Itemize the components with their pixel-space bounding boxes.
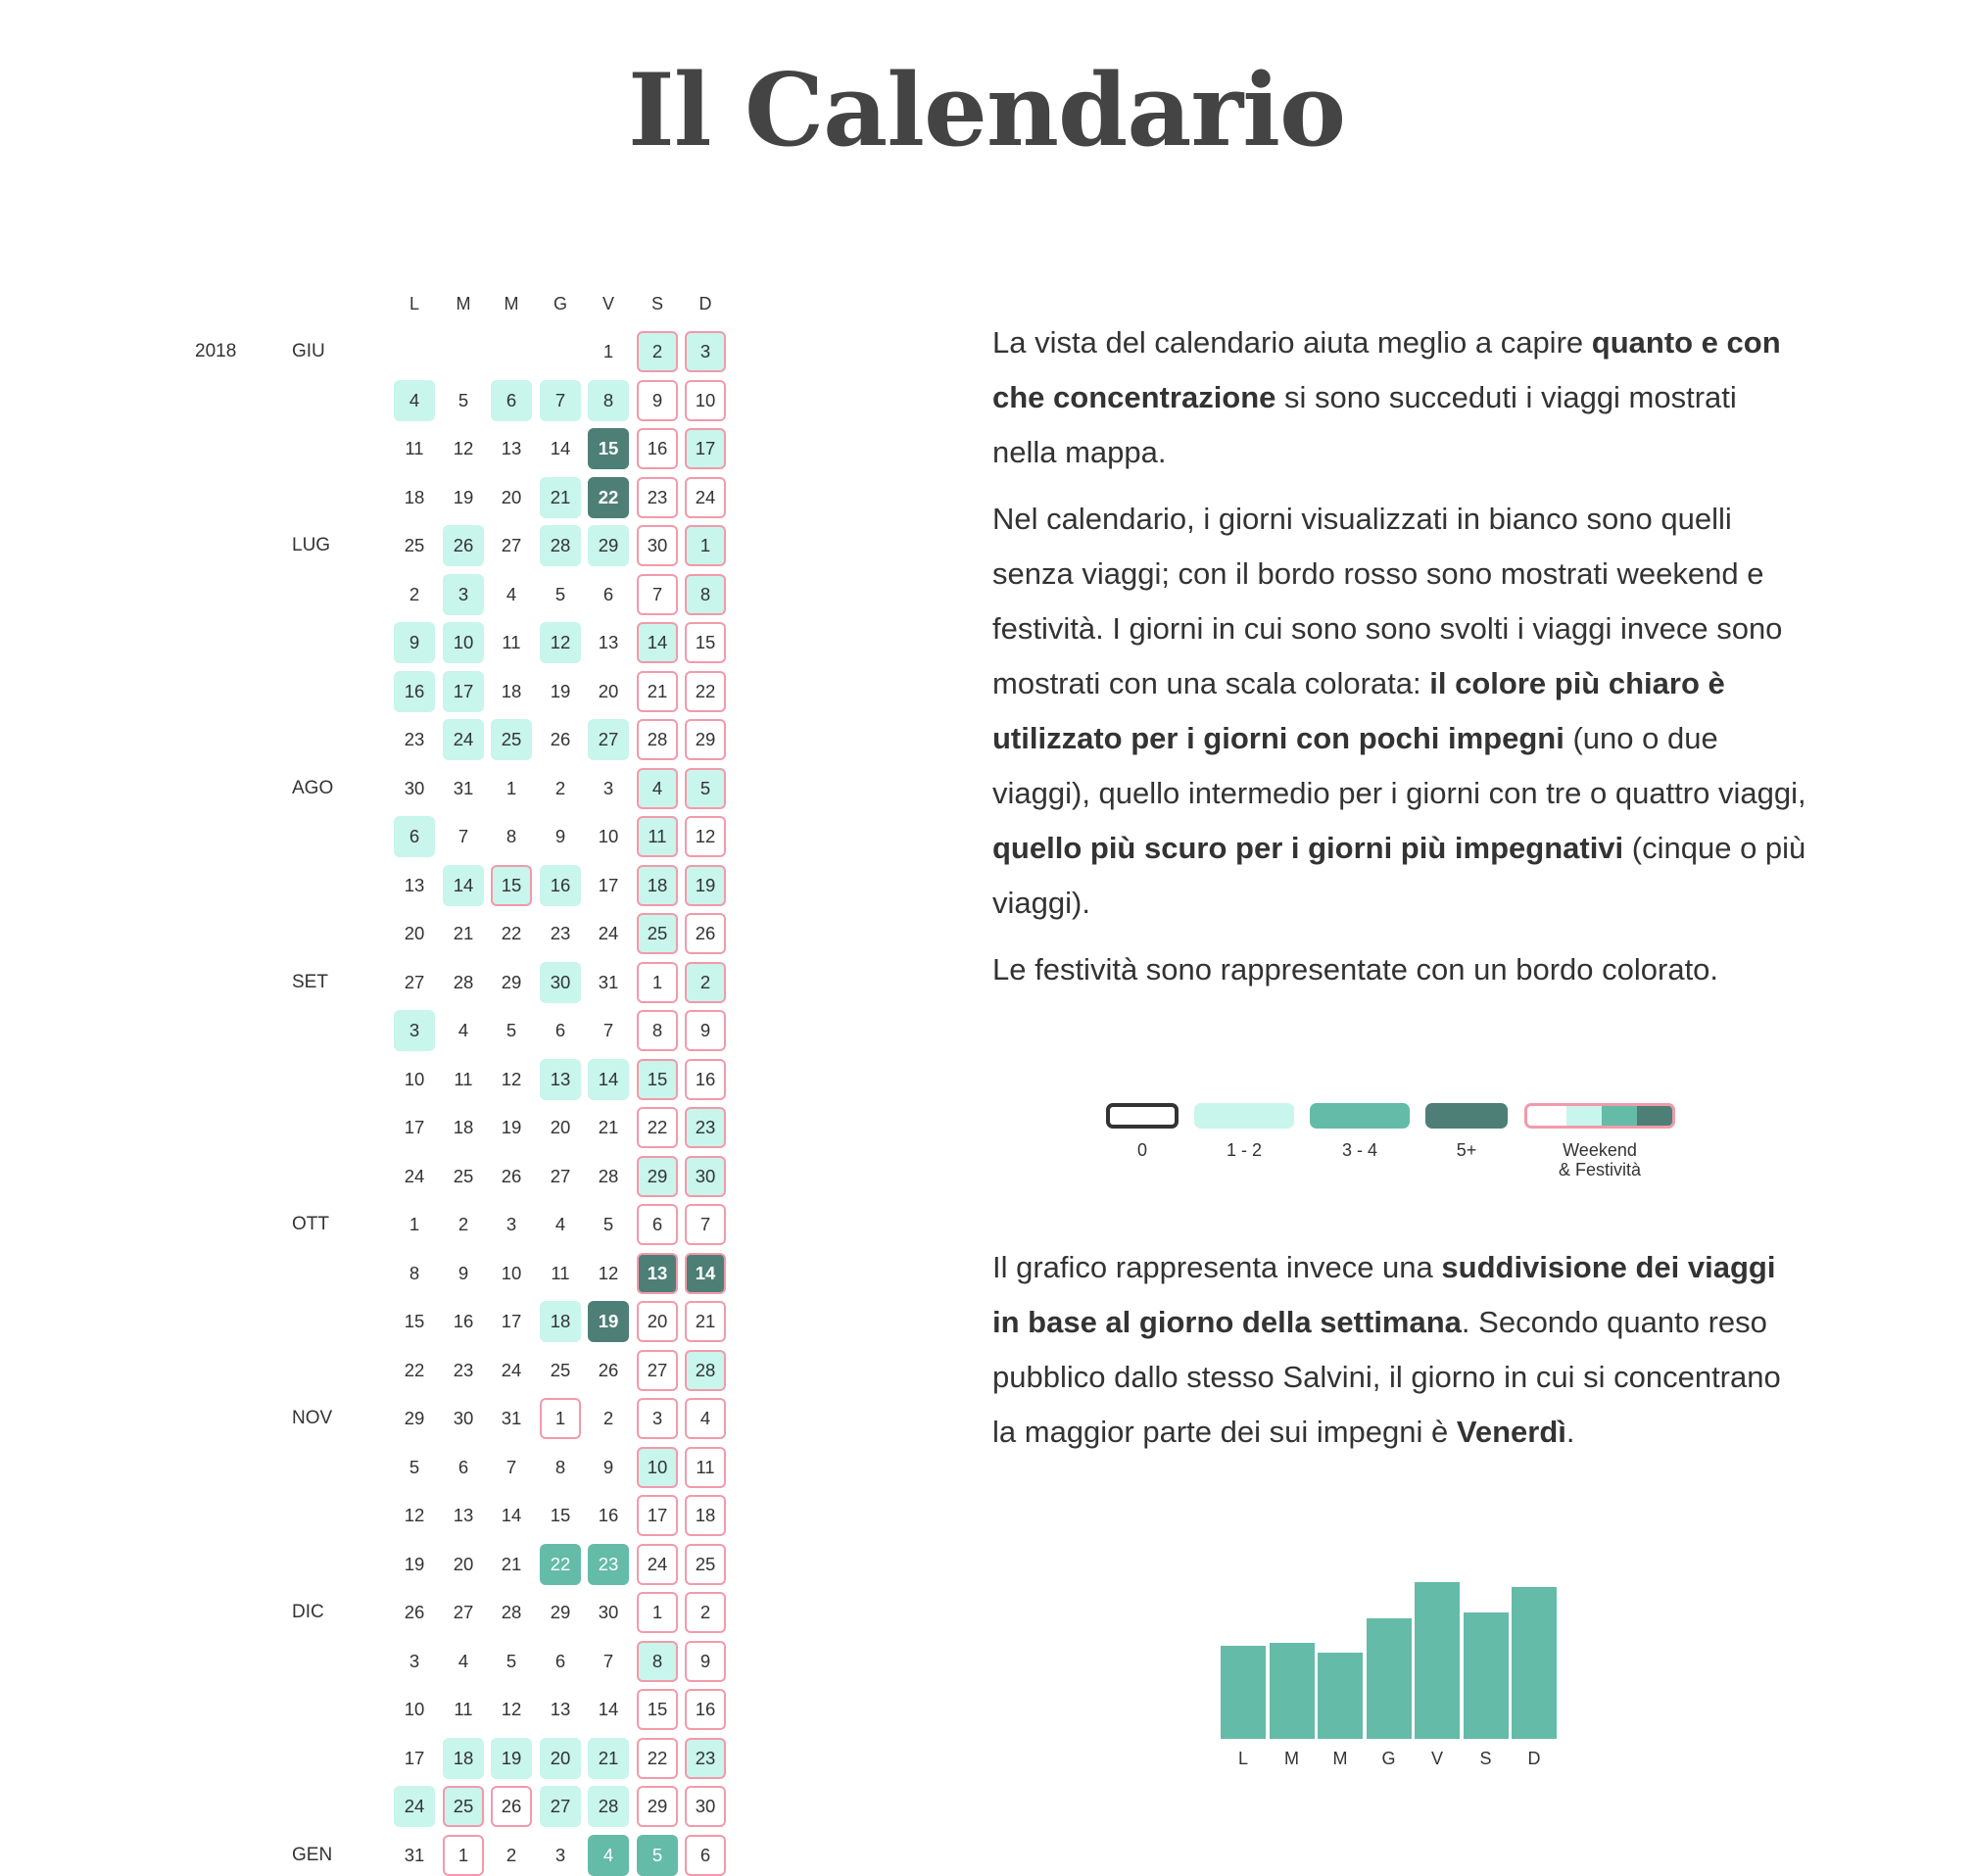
calendar-day: 17 [598, 874, 619, 895]
calendar-day: 12 [501, 1068, 522, 1089]
calendar-day: 19 [491, 1738, 532, 1779]
calendar-day: 1 [409, 1214, 420, 1234]
calendar-day: 13 [637, 1253, 678, 1294]
text-bold: quello più scuro per i giorni più impegnativi [992, 831, 1624, 865]
calendar-day: 24 [501, 1359, 522, 1380]
calendar-day: 5 [554, 583, 566, 604]
calendar-day: 26 [491, 1786, 532, 1827]
month-label: AGO [292, 777, 334, 798]
calendar-day: 22 [501, 923, 522, 943]
calendar-day: 2 [554, 777, 566, 798]
calendar-day: 14 [637, 622, 678, 663]
month-label: LUG [292, 535, 331, 555]
text-run: Il grafico rappresenta invece una [992, 1250, 1442, 1284]
chart-bar [1464, 1612, 1509, 1739]
calendar-day: 7 [505, 1456, 517, 1477]
calendar-day: 18 [453, 1117, 474, 1137]
calendar-day: 16 [685, 1059, 726, 1100]
calendar-day: 21 [598, 1117, 619, 1137]
calendar-day: 6 [637, 1204, 678, 1245]
calendar-day: 13 [540, 1059, 581, 1100]
calendar-day: 28 [598, 1165, 619, 1186]
calendar-day: 29 [550, 1602, 571, 1622]
calendar-day: 5 [685, 768, 726, 809]
calendar-day: 4 [685, 1398, 726, 1439]
calendar-day: 3 [637, 1398, 678, 1439]
calendar-day: 27 [637, 1350, 678, 1391]
calendar-day: 5 [409, 1456, 420, 1477]
text-run: . Secondo quanto reso pubblico dallo stesso Salvini, il giorno in cui si concentrano la maggior parte dei sui impegni è [992, 1305, 1781, 1449]
calendar-day: 17 [404, 1747, 425, 1768]
legend-weekend-medium [1602, 1106, 1637, 1126]
calendar-day: 19 [501, 1117, 522, 1137]
calendar-day: 14 [598, 1699, 619, 1719]
calendar-day: 26 [685, 913, 726, 954]
calendar-day: 20 [501, 486, 522, 507]
month-label: GEN [292, 1844, 333, 1865]
calendar-day: 4 [637, 768, 678, 809]
calendar-day: 6 [554, 1650, 566, 1671]
weekday-header: M [456, 294, 471, 313]
calendar-day: 25 [550, 1359, 571, 1380]
text-run: (uno o due viaggi), quello intermedio per i giorni con tre o quattro viaggi, [992, 721, 1806, 810]
calendar-day: 23 [637, 477, 678, 518]
calendar-day: 29 [588, 525, 629, 566]
calendar-day: 11 [685, 1447, 726, 1488]
calendar-day: 1 [685, 525, 726, 566]
calendar-day: 3 [505, 1214, 517, 1234]
calendar-day: 18 [637, 865, 678, 906]
calendar-day: 18 [501, 680, 522, 701]
calendar-day: 2 [505, 1844, 517, 1865]
calendar-day: 27 [453, 1602, 474, 1622]
paragraph-chart [992, 1240, 1807, 1460]
calendar-day: 1 [602, 341, 614, 361]
calendar-day: 14 [443, 865, 484, 906]
calendar-day: 25 [443, 1786, 484, 1827]
calendar-day: 24 [404, 1165, 425, 1186]
text-run: . [1565, 1415, 1575, 1449]
calendar-day: 13 [550, 1699, 571, 1719]
calendar-day: 1 [540, 1398, 581, 1439]
calendar-day: 31 [453, 777, 474, 798]
paragraph-festivities [992, 942, 1807, 997]
calendar-day: 18 [685, 1495, 726, 1536]
calendar-day: 30 [540, 962, 581, 1003]
calendar-day: 14 [550, 438, 571, 458]
calendar-day: 4 [554, 1214, 566, 1234]
calendar-day: 9 [602, 1456, 614, 1477]
legend-swatch-weekend [1524, 1103, 1675, 1129]
calendar-day: 1 [637, 1592, 678, 1633]
calendar-day: 8 [637, 1641, 678, 1682]
legend-label: Weekend [1563, 1140, 1637, 1160]
calendar-day: 17 [637, 1495, 678, 1536]
text-bold: quanto e con che concentrazione [992, 325, 1781, 414]
calendar-day: 25 [685, 1544, 726, 1585]
calendar-day: 4 [394, 380, 435, 421]
chart-bar [1367, 1618, 1412, 1739]
calendar-day: 15 [637, 1059, 678, 1100]
calendar-day: 27 [540, 1786, 581, 1827]
page-title: Il Calendario [628, 52, 1345, 169]
calendar-day: 10 [637, 1447, 678, 1488]
calendar-day: 17 [443, 671, 484, 712]
calendar-day: 5 [505, 1020, 517, 1040]
calendar-day: 14 [588, 1059, 629, 1100]
calendar-day: 11 [454, 1699, 473, 1719]
calendar-day: 19 [588, 1301, 629, 1342]
calendar-day: 12 [598, 1262, 619, 1283]
month-label: GIU [292, 341, 325, 361]
calendar-day: 25 [491, 719, 532, 760]
calendar-day: 7 [685, 1204, 726, 1245]
calendar-day: 22 [588, 477, 629, 518]
calendar-day: 10 [501, 1262, 522, 1283]
legend-swatch-medium [1310, 1103, 1410, 1129]
legend-swatch-low [1194, 1103, 1294, 1129]
calendar-day: 13 [404, 874, 425, 895]
calendar-day: 24 [637, 1544, 678, 1585]
calendar-day: 7 [602, 1020, 614, 1040]
calendar-day: 7 [637, 574, 678, 615]
calendar-day: 3 [685, 331, 726, 372]
chart-description [992, 1240, 1807, 1460]
calendar-day: 13 [598, 632, 619, 652]
calendar-day: 9 [637, 380, 678, 421]
calendar-day: 28 [637, 719, 678, 760]
calendar-day: 24 [598, 923, 619, 943]
calendar-day: 29 [501, 971, 522, 992]
calendar-day: 5 [505, 1650, 517, 1671]
chart-bar [1512, 1587, 1557, 1739]
chart-bar [1270, 1643, 1315, 1739]
calendar-day: 21 [453, 923, 474, 943]
legend-label: 1 - 2 [1226, 1140, 1263, 1160]
calendar-day: 21 [540, 477, 581, 518]
calendar-day: 25 [404, 535, 425, 555]
legend-label: 5+ [1456, 1140, 1477, 1160]
calendar-day: 3 [394, 1010, 435, 1051]
chart-bar [1415, 1582, 1460, 1739]
calendar-day: 27 [550, 1165, 571, 1186]
calendar-day: 29 [404, 1408, 425, 1428]
calendar-day: 15 [404, 1311, 425, 1331]
calendar-day: 21 [685, 1301, 726, 1342]
calendar-day: 7 [457, 826, 469, 846]
calendar-day: 7 [540, 380, 581, 421]
calendar-day: 3 [554, 1844, 566, 1865]
month-label: SET [292, 971, 328, 992]
weekday-header: S [650, 294, 663, 313]
calendar-day: 25 [453, 1165, 474, 1186]
calendar-day: 28 [453, 971, 474, 992]
weekday-header: L [409, 294, 419, 313]
calendar-day: 10 [404, 1699, 425, 1719]
calendar-day: 4 [505, 583, 517, 604]
calendar-day: 3 [602, 777, 614, 798]
calendar-day: 17 [685, 428, 726, 469]
calendar-day: 22 [685, 671, 726, 712]
calendar-day: 19 [550, 680, 571, 701]
calendar-day: 15 [685, 622, 726, 663]
text-bold: il colore più chiaro è utilizzato per i giorni con pochi impegni [992, 666, 1725, 755]
calendar-day: 15 [588, 428, 629, 469]
calendar-day: 23 [588, 1544, 629, 1585]
weekday-header: D [698, 294, 712, 313]
calendar-day: 13 [453, 1505, 474, 1525]
calendar-day: 22 [540, 1544, 581, 1585]
calendar-day: 12 [540, 622, 581, 663]
calendar-day: 17 [501, 1311, 522, 1331]
text-run: La vista del calendario aiuta meglio a capire [992, 325, 1592, 360]
calendar-day: 23 [550, 923, 571, 943]
text-bold: Venerdì [1456, 1415, 1566, 1449]
legend-label: 0 [1136, 1140, 1147, 1160]
calendar-day: 16 [637, 428, 678, 469]
calendar-day: 2 [457, 1214, 469, 1234]
calendar-day: 23 [404, 729, 425, 749]
calendar-day: 17 [404, 1117, 425, 1137]
calendar-day: 7 [602, 1650, 614, 1671]
calendar-day: 8 [685, 574, 726, 615]
calendar-day: 5 [602, 1214, 614, 1234]
calendar-day: 27 [588, 719, 629, 760]
calendar-day: 15 [550, 1505, 571, 1525]
calendar-day: 2 [685, 962, 726, 1003]
calendar-day: 27 [404, 971, 425, 992]
calendar-day: 9 [685, 1641, 726, 1682]
chart-tick-label: S [1479, 1749, 1492, 1768]
calendar-day: 20 [598, 680, 619, 701]
calendar-day: 31 [598, 971, 619, 992]
calendar-day: 13 [501, 438, 522, 458]
calendar-day: 4 [588, 1835, 629, 1876]
calendar-day: 2 [685, 1592, 726, 1633]
calendar-day: 11 [502, 632, 521, 652]
calendar-day: 24 [443, 719, 484, 760]
calendar-day: 23 [453, 1359, 474, 1380]
calendar-day: 28 [540, 525, 581, 566]
calendar-day: 18 [443, 1738, 484, 1779]
month-label: DIC [292, 1602, 324, 1622]
calendar-day: 20 [637, 1301, 678, 1342]
calendar-day: 16 [453, 1311, 474, 1331]
chart-tick-label: L [1237, 1749, 1248, 1768]
calendar-day: 30 [598, 1602, 619, 1622]
calendar-day: 31 [404, 1844, 425, 1865]
chart-tick-label: G [1381, 1749, 1396, 1768]
calendar-day: 28 [588, 1786, 629, 1827]
calendar-day: 6 [394, 816, 435, 857]
calendar-day: 21 [588, 1738, 629, 1779]
calendar-day: 20 [453, 1553, 474, 1574]
calendar-day: 12 [501, 1699, 522, 1719]
text-bold: suddivisione dei viaggi in base al giorno della settimana [992, 1250, 1776, 1339]
chart-bar [1318, 1653, 1363, 1739]
calendar-day: 30 [685, 1786, 726, 1827]
legend-label: & Festività [1558, 1160, 1642, 1179]
calendar-day: 21 [501, 1553, 522, 1574]
calendar-day: 8 [588, 380, 629, 421]
calendar-day: 10 [443, 622, 484, 663]
calendar-day: 4 [457, 1020, 469, 1040]
calendar-day: 28 [501, 1602, 522, 1622]
calendar-day: 14 [501, 1505, 522, 1525]
calendar-day: 2 [409, 583, 420, 604]
chart-tick-label: V [1430, 1749, 1443, 1768]
month-label: OTT [292, 1214, 329, 1234]
calendar-day: 10 [598, 826, 619, 846]
calendar-day: 11 [551, 1262, 570, 1283]
chart-tick-label: M [1332, 1749, 1348, 1768]
calendar-day: 6 [602, 583, 614, 604]
calendar-day: 31 [501, 1408, 522, 1428]
chart-tick-label: M [1284, 1749, 1299, 1768]
calendar-day: 22 [637, 1107, 678, 1148]
calendar-day: 26 [598, 1359, 619, 1380]
calendar-day: 10 [404, 1068, 425, 1089]
calendar-day: 20 [550, 1117, 571, 1137]
paragraph-intro [992, 315, 1807, 480]
calendar-day: 16 [394, 671, 435, 712]
calendar-day: 18 [540, 1301, 581, 1342]
calendar-day: 30 [404, 777, 425, 798]
calendar-day: 19 [404, 1553, 425, 1574]
calendar-day: 22 [637, 1738, 678, 1779]
calendar-day: 16 [540, 865, 581, 906]
calendar-day: 1 [443, 1835, 484, 1876]
calendar-day: 9 [457, 1262, 469, 1283]
calendar-day: 5 [457, 389, 469, 410]
calendar-day: 3 [443, 574, 484, 615]
description [992, 315, 1807, 997]
calendar-day: 1 [637, 962, 678, 1003]
calendar-day: 26 [404, 1602, 425, 1622]
calendar-day: 11 [454, 1068, 473, 1089]
calendar-day: 19 [453, 486, 474, 507]
calendar-day: 6 [685, 1835, 726, 1876]
text-run: (cinque o più viaggi). [992, 831, 1806, 920]
calendar-day: 5 [637, 1835, 678, 1876]
chart-bar [1221, 1646, 1266, 1739]
calendar-day: 30 [453, 1408, 474, 1428]
calendar-day: 15 [491, 865, 532, 906]
calendar-day: 2 [637, 331, 678, 372]
calendar-day: 21 [637, 671, 678, 712]
calendar-day: 12 [404, 1505, 425, 1525]
calendar-day: 22 [404, 1359, 425, 1380]
calendar-day: 16 [685, 1689, 726, 1730]
calendar-day: 9 [685, 1010, 726, 1051]
text-run: Le festività sono rappresentate con un bordo colorato. [992, 952, 1719, 986]
calendar-day: 6 [554, 1020, 566, 1040]
calendar-day: 27 [501, 535, 522, 555]
calendar-day: 15 [637, 1689, 678, 1730]
calendar-day: 8 [505, 826, 517, 846]
weekday-header: M [504, 294, 519, 313]
calendar-day: 18 [404, 486, 425, 507]
calendar-day: 1 [505, 777, 517, 798]
calendar-day: 6 [457, 1456, 469, 1477]
calendar-day: 26 [443, 525, 484, 566]
calendar-day: 12 [453, 438, 474, 458]
calendar-day: 29 [637, 1156, 678, 1197]
calendar-day: 6 [491, 380, 532, 421]
weekday-header: G [553, 294, 567, 313]
legend-swatch-zero [1106, 1103, 1179, 1129]
calendar-day: 23 [685, 1738, 726, 1779]
month-label: NOV [292, 1408, 333, 1428]
calendar-day: 8 [554, 1456, 566, 1477]
calendar-day: 9 [394, 622, 435, 663]
chart-tick-label: D [1527, 1749, 1541, 1768]
legend-swatch-high [1425, 1103, 1508, 1129]
calendar-day: 20 [404, 923, 425, 943]
calendar-day: 9 [554, 826, 566, 846]
calendar-day: 24 [685, 477, 726, 518]
calendar-day: 26 [501, 1165, 522, 1186]
calendar-day: 24 [394, 1786, 435, 1827]
calendar-day: 26 [550, 729, 571, 749]
calendar-day: 19 [685, 865, 726, 906]
calendar-day: 12 [685, 816, 726, 857]
legend-weekend-high [1637, 1106, 1672, 1126]
calendar-day: 29 [637, 1786, 678, 1827]
calendar-day: 4 [457, 1650, 469, 1671]
paragraph-legend-explanation [992, 492, 1807, 931]
calendar-day: 8 [409, 1262, 420, 1283]
calendar-day: 30 [685, 1156, 726, 1197]
calendar-day: 23 [685, 1107, 726, 1148]
calendar-day: 11 [405, 438, 424, 458]
legend-label: 3 - 4 [1341, 1140, 1378, 1160]
calendar-day: 29 [685, 719, 726, 760]
calendar-day: 28 [685, 1350, 726, 1391]
year-label: 2018 [195, 341, 237, 361]
calendar-day: 20 [540, 1738, 581, 1779]
calendar-day: 25 [637, 913, 678, 954]
calendar-day: 2 [602, 1408, 614, 1428]
calendar-day: 3 [409, 1650, 420, 1671]
calendar-day: 10 [685, 380, 726, 421]
calendar-day: 16 [598, 1505, 619, 1525]
text-run: Nel calendario, i giorni visualizzati in bianco sono quelli senza viaggi; con il bordo rosso sono mostrati weekend e festività. I giorni in cui sono sono svolti i viaggi invece sono mostrati con una scala colorata: [992, 502, 1783, 700]
weekday-header: V [602, 294, 614, 313]
legend-weekend-low [1566, 1106, 1602, 1126]
calendar-day: 8 [637, 1010, 678, 1051]
calendar-day: 14 [685, 1253, 726, 1294]
text-run: si sono succeduti i viaggi mostrati nella mappa. [992, 380, 1737, 469]
calendar-day: 30 [637, 525, 678, 566]
calendar-day: 11 [637, 816, 678, 857]
